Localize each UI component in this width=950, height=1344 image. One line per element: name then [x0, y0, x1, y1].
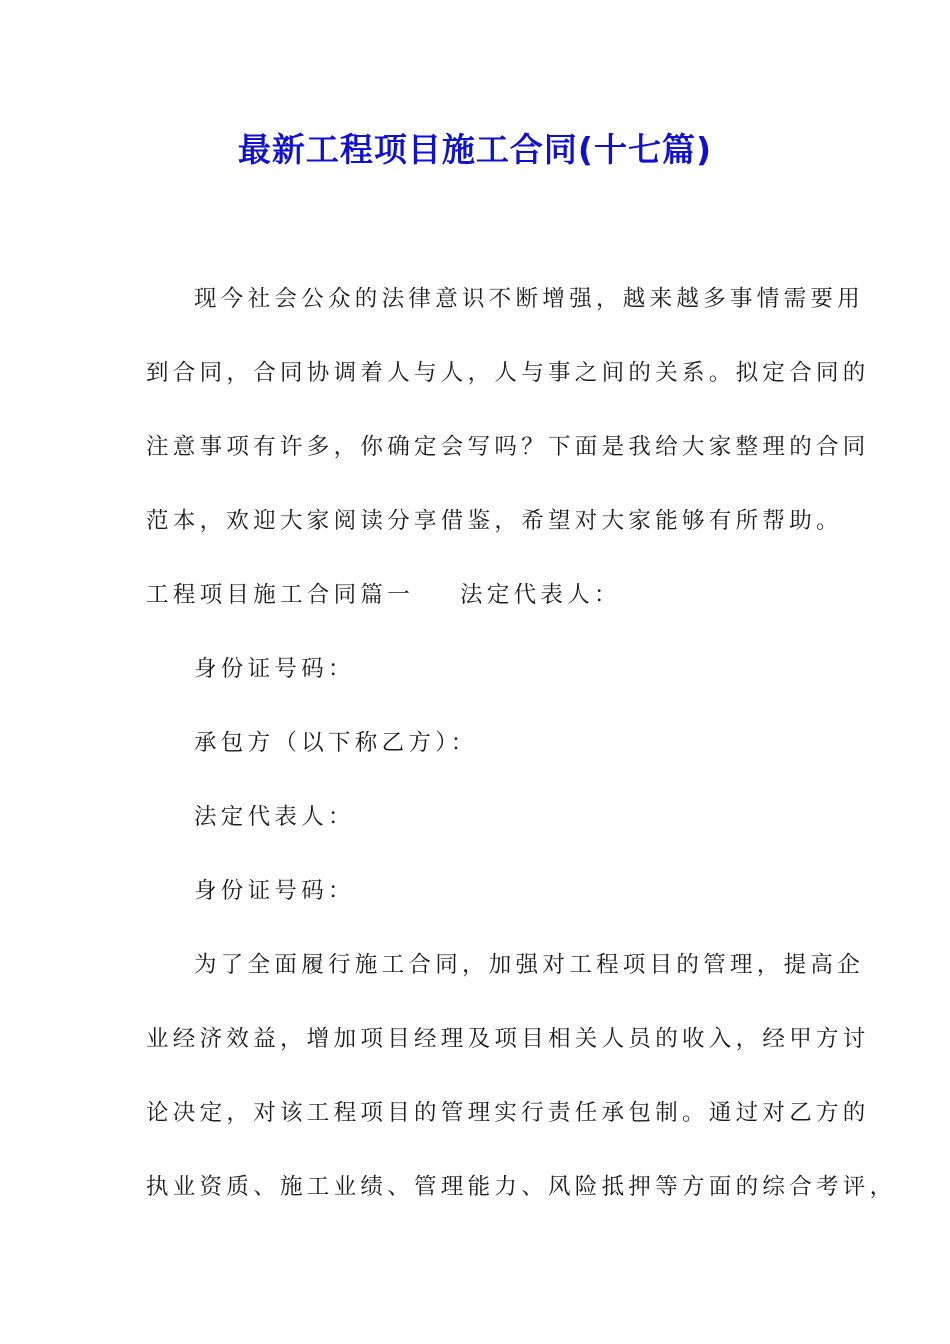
field-label: 身份证号码：	[194, 878, 355, 904]
field-label: 承包方（以下称乙方）：	[194, 730, 478, 756]
paragraph-line: 论决定，对该工程项目的管理实行责任承包制。通过对乙方的	[146, 1100, 870, 1126]
paragraph-line: 业经济效益，增加项目经理及项目相关人员的收入，经甲方讨	[146, 1026, 870, 1052]
field-label: 法定代表人：	[460, 582, 621, 608]
section-heading: 工程项目施工合同篇一	[146, 582, 415, 608]
field-label: 身份证号码：	[194, 656, 355, 682]
paragraph-line: 现今社会公众的法律意识不断增强，越来越多事情需要用	[194, 286, 865, 312]
paragraph-line: 注意事项有许多，你确定会写吗？下面是我给大家整理的合同	[146, 434, 870, 460]
section-heading-line	[146, 558, 806, 632]
document-title: 最新工程项目施工合同(十七篇)	[237, 130, 713, 169]
paragraph-line: 执业资质、施工业绩、管理能力、风险抵押等方面的综合考评，	[146, 1174, 897, 1200]
paragraph-line: 范本，欢迎大家阅读分享借鉴，希望对大家能够有所帮助。	[146, 508, 843, 534]
document-body	[146, 262, 897, 1224]
field-label: 法定代表人：	[194, 804, 355, 830]
paragraph-line: 到合同，合同协调着人与人，人与事之间的关系。拟定合同的	[146, 360, 870, 386]
paragraph-line: 为了全面履行施工合同，加强对工程项目的管理，提高企	[194, 952, 865, 978]
